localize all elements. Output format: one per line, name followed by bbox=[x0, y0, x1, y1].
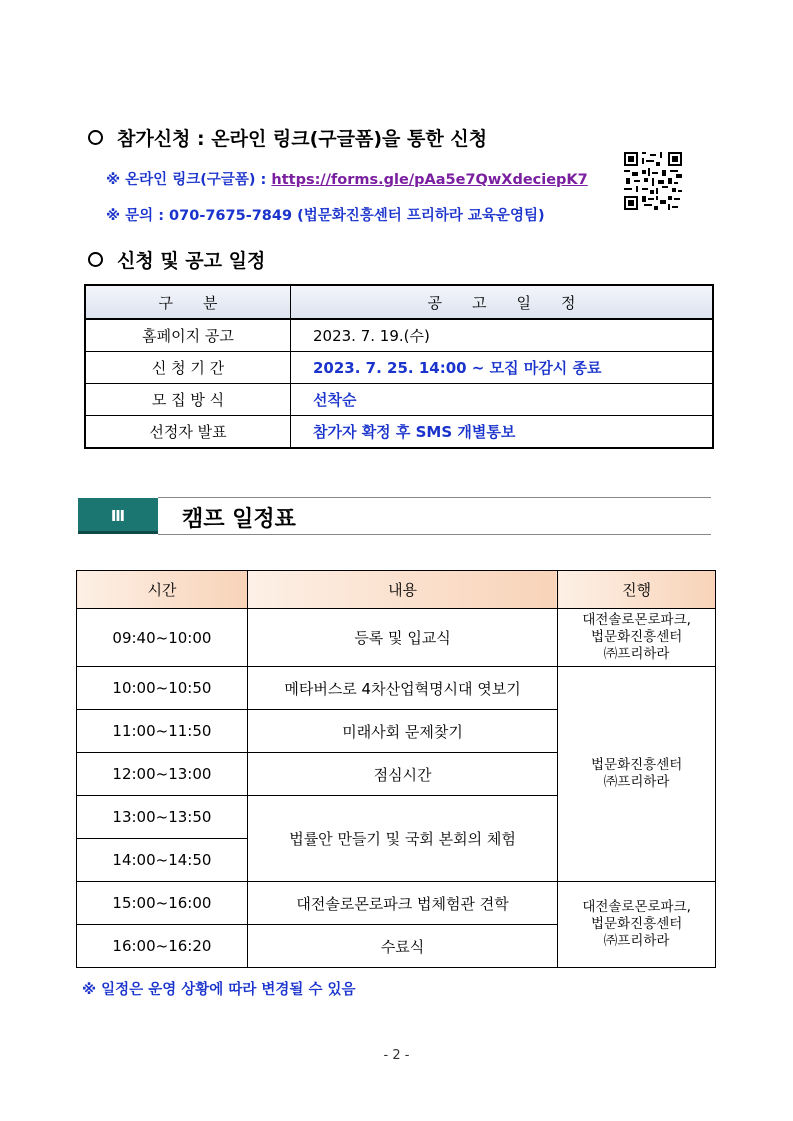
qr-code-icon[interactable] bbox=[624, 152, 682, 210]
table-row bbox=[85, 352, 713, 384]
host-line: ㈜프리하라 bbox=[603, 774, 670, 790]
timetable-header bbox=[77, 571, 716, 609]
table-row bbox=[85, 416, 713, 449]
application-heading-text: 참가신청 : 온라인 링크(구글폼)을 통한 신청 bbox=[117, 128, 488, 150]
schedule-heading-text: 신청 및 공고 일정 bbox=[117, 250, 266, 272]
circle-bullet-icon bbox=[88, 252, 103, 267]
host-cell bbox=[558, 882, 716, 968]
host-cell bbox=[558, 609, 716, 667]
time-cell: 12:00~13:00 bbox=[77, 753, 248, 796]
content-cell: 미래사회 문제찾기 bbox=[247, 710, 557, 753]
time-cell: 15:00~16:00 bbox=[77, 882, 248, 925]
camp-timetable bbox=[76, 570, 716, 968]
row-label: 선정자 발표 bbox=[85, 416, 291, 449]
table-row bbox=[77, 882, 716, 925]
schedule-table bbox=[84, 284, 714, 449]
application-heading bbox=[88, 124, 487, 151]
content-cell: 법률안 만들기 및 국회 본회의 체험 bbox=[247, 796, 557, 882]
table-row bbox=[85, 319, 713, 352]
content-cell: 메타버스로 4차산업혁명시대 엿보기 bbox=[247, 667, 557, 710]
contact-note: ※ 문의 : 070-7675-7849 (법문화진흥센터 프리하라 교육운영팀) bbox=[106, 208, 545, 224]
header-content: 내용 bbox=[247, 571, 557, 609]
time-cell: 14:00~14:50 bbox=[77, 839, 248, 882]
link-prefix: ※ 온라인 링크(구글폼) : bbox=[106, 172, 272, 188]
time-cell: 13:00~13:50 bbox=[77, 796, 248, 839]
row-value: 참가자 확정 후 SMS 개별통보 bbox=[291, 416, 714, 449]
schedule-footnote: ※ 일정은 운영 상황에 따라 변경될 수 있음 bbox=[82, 982, 356, 998]
content-cell: 등록 및 입교식 bbox=[247, 609, 557, 667]
schedule-heading bbox=[88, 246, 265, 273]
host-line: 법문화진흥센터 bbox=[590, 629, 683, 645]
time-cell: 09:40~10:00 bbox=[77, 609, 248, 667]
google-form-link[interactable]: https://forms.gle/pAa5e7QwXdeciepK7 bbox=[271, 172, 588, 188]
row-label: 신 청 기 간 bbox=[85, 352, 291, 384]
header-time: 시간 bbox=[77, 571, 248, 609]
header-host: 진행 bbox=[558, 571, 716, 609]
table-row bbox=[77, 667, 716, 710]
section-number-badge: Ⅲ bbox=[78, 498, 158, 534]
time-cell: 11:00~11:50 bbox=[77, 710, 248, 753]
section-divider bbox=[158, 534, 711, 535]
header-category: 구 분 bbox=[85, 285, 291, 319]
host-line: ㈜프리하라 bbox=[603, 933, 670, 949]
content-cell: 수료식 bbox=[247, 925, 557, 968]
page-number: - 2 - bbox=[383, 1048, 410, 1063]
table-row bbox=[77, 609, 716, 667]
row-label: 홈페이지 공고 bbox=[85, 319, 291, 352]
host-line: 대전솔로몬로파크, bbox=[582, 899, 691, 915]
table-row bbox=[85, 384, 713, 416]
host-line: 대전솔로몬로파크, bbox=[582, 612, 691, 628]
online-link-note bbox=[106, 168, 588, 189]
host-line: 법문화진흥센터 bbox=[590, 757, 683, 773]
host-line: 법문화진흥센터 bbox=[590, 916, 683, 932]
section-divider bbox=[158, 497, 711, 498]
schedule-table-header bbox=[85, 285, 713, 319]
row-value: 2023. 7. 25. 14:00 ~ 모집 마감시 종료 bbox=[291, 352, 714, 384]
content-cell: 점심시간 bbox=[247, 753, 557, 796]
section-title: 캠프 일정표 bbox=[182, 507, 296, 532]
content-cell: 대전솔로몬로파크 법체험관 견학 bbox=[247, 882, 557, 925]
circle-bullet-icon bbox=[88, 130, 103, 145]
host-line: ㈜프리하라 bbox=[603, 646, 670, 662]
time-cell: 10:00~10:50 bbox=[77, 667, 248, 710]
row-value: 2023. 7. 19.(수) bbox=[291, 319, 714, 352]
header-schedule: 공 고 일 정 bbox=[291, 285, 714, 319]
host-cell bbox=[558, 667, 716, 882]
row-label: 모 집 방 식 bbox=[85, 384, 291, 416]
row-value: 선착순 bbox=[291, 384, 714, 416]
time-cell: 16:00~16:20 bbox=[77, 925, 248, 968]
